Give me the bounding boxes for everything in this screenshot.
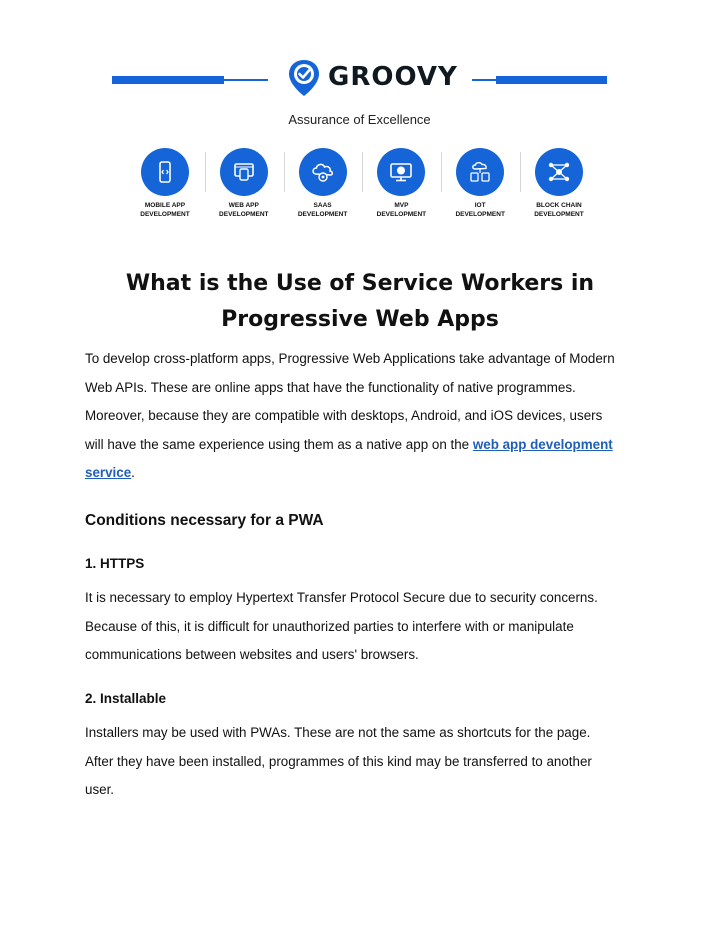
- service-saas: [290, 148, 356, 228]
- iot-devices-icon: [456, 148, 504, 196]
- paragraph-line: [85, 459, 645, 488]
- brand-name: GROOVY: [328, 62, 458, 92]
- web-app-development-link[interactable]: web app development: [472, 436, 613, 452]
- paragraph-line: Because of this, it is difficult for unauthorized parties to interfere with or manipulate: [85, 618, 574, 634]
- service-label: SAAS DEVELOPMENT: [297, 202, 348, 218]
- service-blockchain: [526, 148, 592, 228]
- brand-banner: [112, 40, 607, 230]
- brand-tagline: Assurance of Excellence: [288, 112, 431, 127]
- paragraph-line: communications between websites and users' browsers.: [85, 647, 419, 662]
- mvp-monitor-icon: [377, 148, 425, 196]
- paragraph-line: It is necessary to employ Hypertext Transfer Protocol Secure due to security concerns.: [85, 590, 598, 605]
- decorative-line-left: [112, 72, 268, 88]
- https-heading: 1. HTTPS: [85, 556, 145, 571]
- paragraph-line: Installers may be used with PWAs. These are not the same as shortcuts for the page.: [85, 725, 591, 740]
- paragraph-line: After they have been installed, programmes of this kind may be transferred to another: [85, 753, 592, 769]
- web-app-development-link-continued[interactable]: service: [85, 465, 132, 480]
- paragraph-line: [85, 431, 645, 460]
- cloud-gear-icon: [299, 148, 347, 196]
- service-label: BLOCK CHAIN DEVELOPMENT: [534, 202, 584, 218]
- services-row: [132, 148, 592, 228]
- document-title-line: What is the Use of Service Workers in: [125, 271, 595, 296]
- blockchain-network-icon: [535, 148, 583, 196]
- groovy-logo-icon: [286, 58, 322, 98]
- document-title-line: Progressive Web Apps: [221, 307, 499, 332]
- paragraph-line: Web APIs. These are online apps that have the functionality of native programmes.: [85, 379, 576, 395]
- service-label: WEB APP DEVELOPMENT: [219, 202, 269, 218]
- paragraph-line: user.: [85, 782, 115, 797]
- paragraph-line: Moreover, because they are compatible with desktops, Android, and iOS devices, users: [85, 408, 603, 423]
- paragraph-text: will have the same experience using them as a native app on the: [85, 436, 473, 452]
- intro-paragraph: [85, 345, 645, 488]
- installable-paragraph: [85, 719, 645, 805]
- https-paragraph: [85, 584, 645, 670]
- section-heading: Conditions necessary for a PWA: [85, 512, 324, 529]
- service-web-app: [211, 148, 277, 228]
- logo-row: [112, 58, 607, 102]
- installable-heading: 2. Installable: [85, 691, 167, 706]
- service-mobile-app: [132, 148, 198, 228]
- decorative-line-right: [472, 72, 607, 88]
- service-label: MOBILE APP DEVELOPMENT: [140, 202, 190, 218]
- web-app-icon: [220, 148, 268, 196]
- paragraph-end: .: [131, 465, 135, 480]
- service-label: IOT DEVELOPMENT: [455, 202, 505, 218]
- service-mvp: [368, 148, 434, 228]
- document-title: [85, 266, 635, 338]
- service-iot: [447, 148, 513, 228]
- service-label: MVP DEVELOPMENT: [376, 202, 427, 218]
- mobile-code-icon: [141, 148, 189, 196]
- paragraph-line: To develop cross-platform apps, Progressive Web Applications take advantage of Modern: [85, 351, 615, 366]
